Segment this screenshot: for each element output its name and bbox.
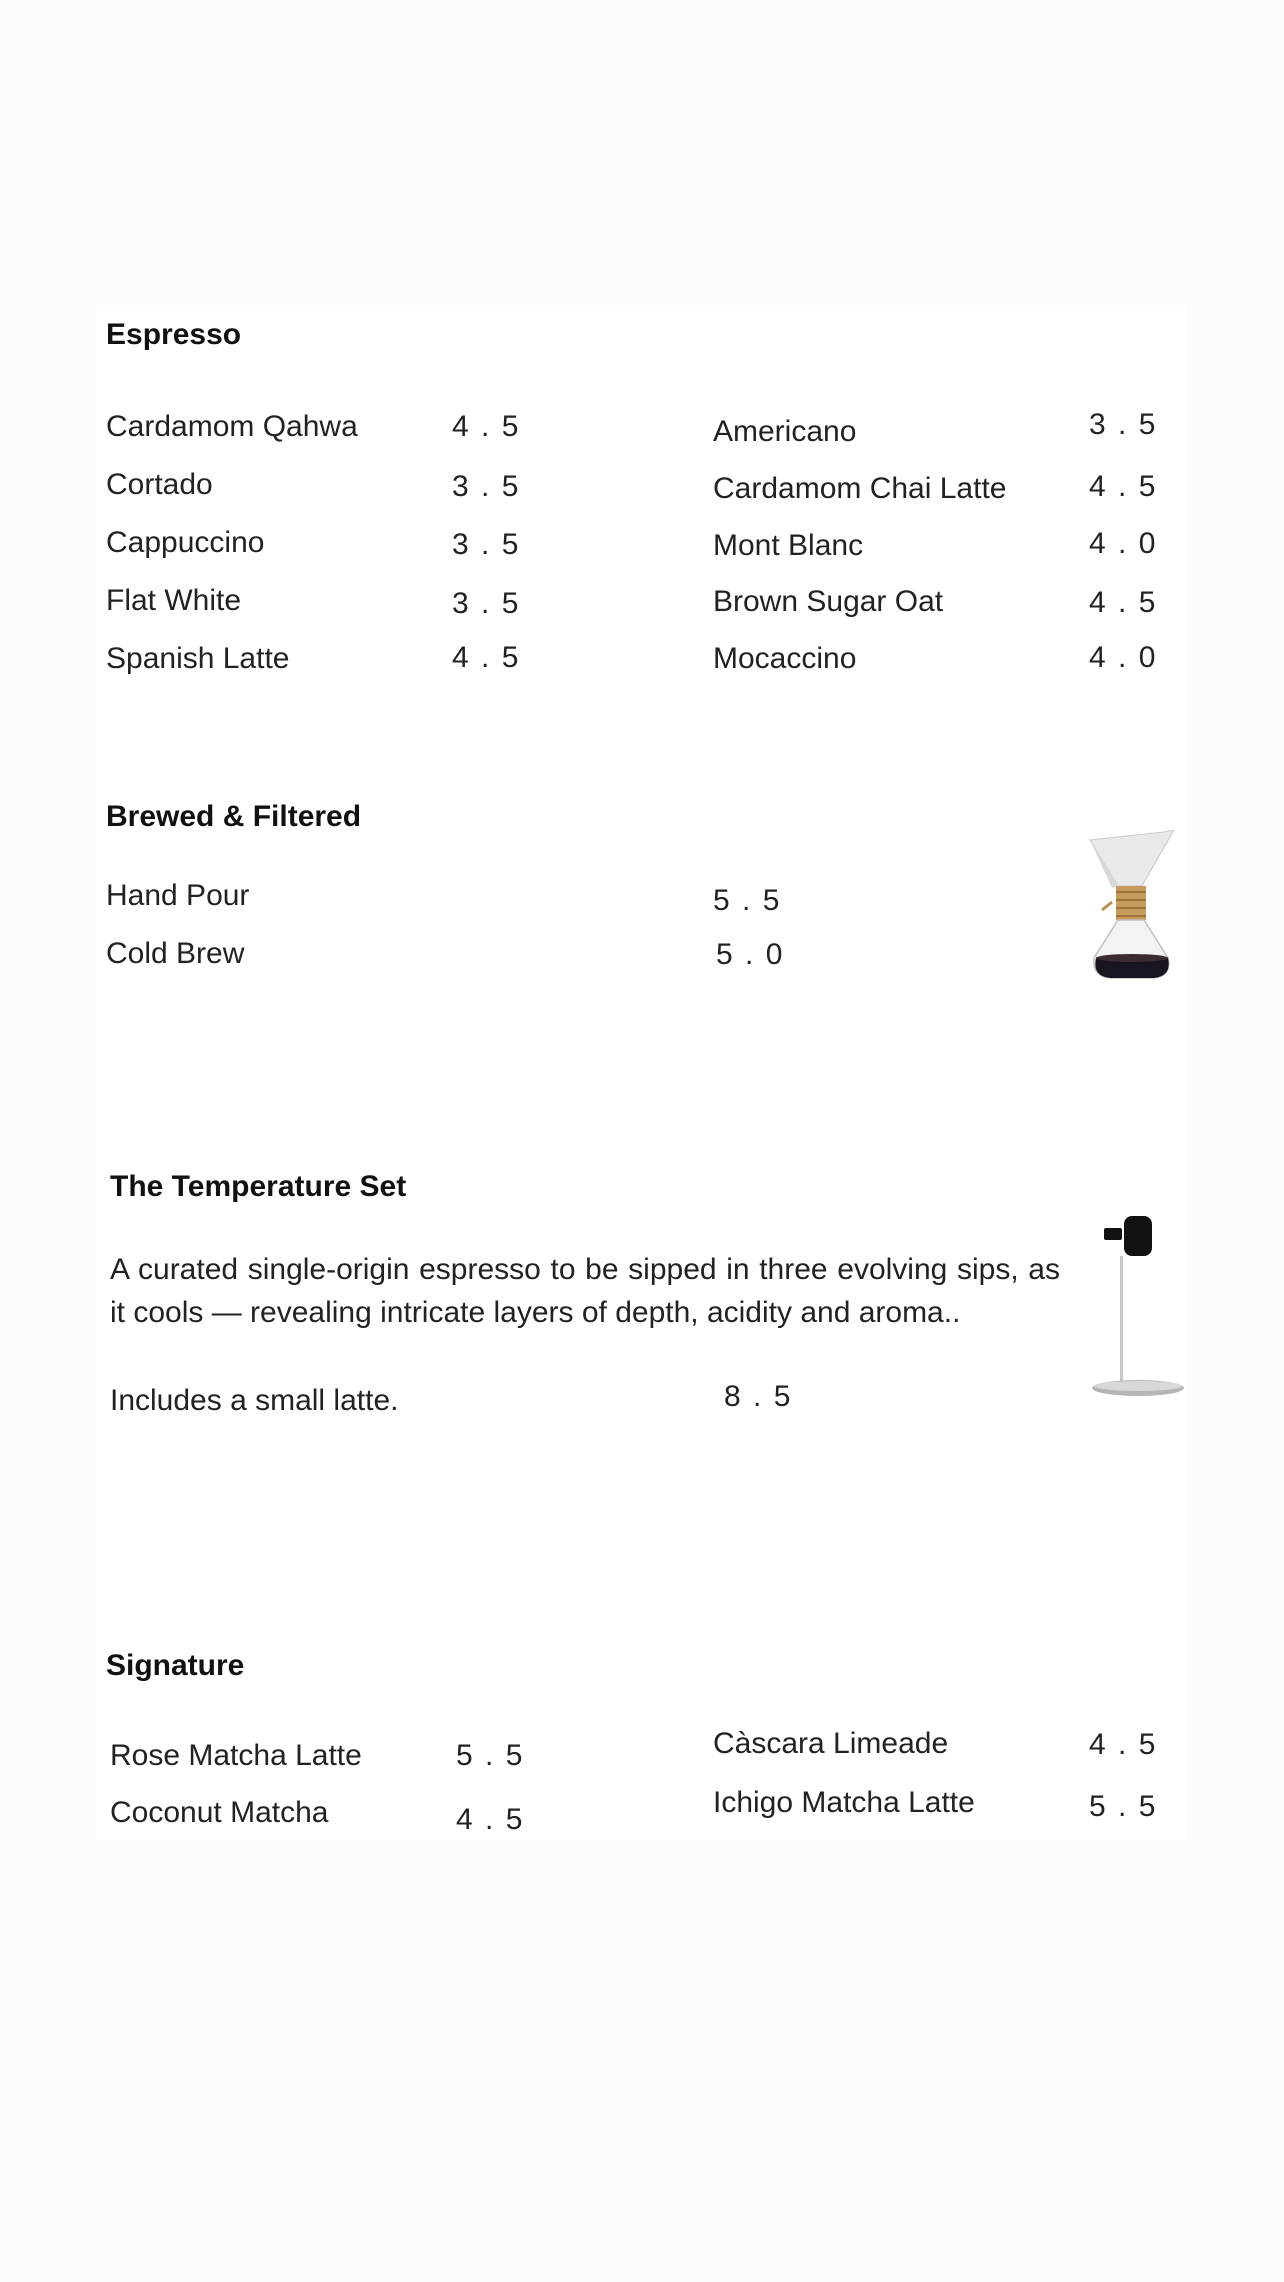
section-title-temperature-set: The Temperature Set xyxy=(110,1170,407,1203)
menu-item-price: 3 . 5 xyxy=(1089,408,1158,441)
menu-item-name: Ichigo Matcha Latte xyxy=(713,1786,975,1819)
menu-item-price: 4 . 5 xyxy=(452,641,521,674)
section-title-espresso: Espresso xyxy=(106,318,242,351)
menu-item-price: 4 . 0 xyxy=(1089,641,1158,674)
menu-item-name: Cardamom Qahwa xyxy=(106,410,358,443)
menu-item-price: 4 . 5 xyxy=(1089,470,1158,503)
menu-item-name: Flat White xyxy=(106,584,242,617)
menu-item-price: 5 . 5 xyxy=(713,884,782,917)
menu-item-name: Cappuccino xyxy=(106,526,265,559)
menu-item-price: 3 . 5 xyxy=(452,470,521,503)
menu-item-name: Mocaccino xyxy=(713,642,857,675)
menu-item-name: Cardamom Chai Latte xyxy=(713,472,1007,505)
menu-item-price: 4 . 5 xyxy=(1089,586,1158,619)
menu-item-name: Americano xyxy=(713,415,857,448)
temperature-set-description: A curated single-origin espresso to be sipped in three evolving sips, as it cools — revealing intricate layers of depth, acidity and aroma.. xyxy=(110,1253,1060,1329)
espresso-stand-icon xyxy=(1090,1210,1186,1410)
menu-item-name: Mont Blanc xyxy=(713,529,864,562)
section-title-signature: Signature xyxy=(106,1649,245,1682)
menu-item-name: Rose Matcha Latte xyxy=(110,1739,362,1772)
menu-item-name: Cortado xyxy=(106,468,213,501)
menu-item-price: 5 . 5 xyxy=(456,1739,525,1772)
temperature-set-price: 8 . 5 xyxy=(724,1380,793,1413)
temperature-set-includes: Includes a small latte. xyxy=(110,1384,399,1417)
menu-item-name: Spanish Latte xyxy=(106,642,290,675)
menu-item-price: 5 . 5 xyxy=(1089,1790,1158,1823)
menu-item-price: 4 . 0 xyxy=(1089,527,1158,560)
menu-item-name: Càscara Limeade xyxy=(713,1727,949,1760)
menu-item-name: Hand Pour xyxy=(106,879,250,912)
menu-item-price: 5 . 0 xyxy=(716,938,785,971)
section-title-brewed: Brewed & Filtered xyxy=(106,800,362,833)
menu-item-price: 3 . 5 xyxy=(452,587,521,620)
menu-item-name: Coconut Matcha xyxy=(110,1796,329,1829)
menu-item-price: 4 . 5 xyxy=(1089,1728,1158,1761)
menu-item-price: 3 . 5 xyxy=(452,528,521,561)
menu-item-name: Cold Brew xyxy=(106,937,245,970)
menu-item-price: 4 . 5 xyxy=(452,410,521,443)
menu-item-price: 4 . 5 xyxy=(456,1803,525,1836)
menu-item-name: Brown Sugar Oat xyxy=(713,585,944,618)
chemex-icon xyxy=(1082,830,1178,980)
